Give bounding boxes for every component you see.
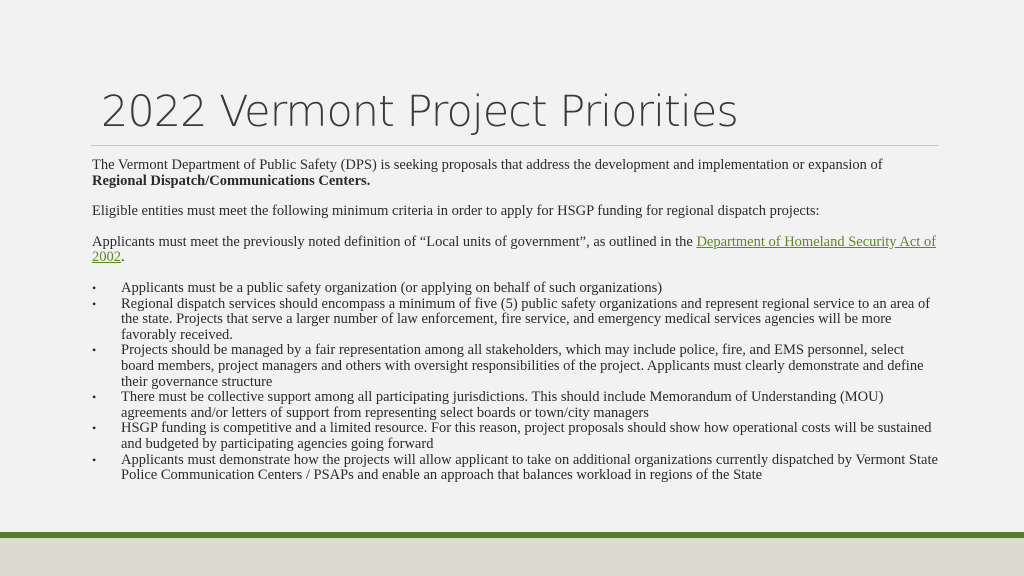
slide-body	[92, 158, 940, 484]
list-item	[92, 343, 940, 390]
definition-text: Applicants must meet the previously noted definition of “Local units of government”, as outlined in the	[92, 233, 697, 250]
list-item-text: Applicants must be a public safety organization (or applying on behalf of such organizations)	[121, 279, 663, 296]
intro-bold-text: Regional Dispatch/Communications Centers.	[92, 172, 371, 189]
list-item	[92, 390, 940, 421]
intro-text: The Vermont Department of Public Safety (DPS) is seeking proposals that address the development and implementation or expansion of	[92, 157, 883, 173]
slide-title: 2022 Vermont Project Priorities	[101, 87, 738, 137]
footer-band	[0, 538, 1024, 576]
list-item-text: Projects should be managed by a fair representation among all stakeholders, which may include police, fire, and EMS personnel, select board members, project managers and others with oversight responsibilities of the project. Applicants must clearly demonstrate and define their governance structure	[121, 342, 924, 390]
bullet-icon: •	[92, 280, 97, 295]
bullet-icon: •	[92, 421, 97, 436]
intro-paragraph	[92, 158, 940, 189]
bullet-icon: •	[92, 390, 97, 405]
list-item	[92, 297, 940, 344]
list-item	[92, 421, 940, 452]
bullet-icon: •	[92, 296, 97, 311]
list-item	[92, 453, 940, 484]
list-item	[92, 281, 940, 297]
definition-paragraph	[92, 235, 940, 266]
title-divider	[91, 145, 938, 146]
definition-end: .	[121, 249, 125, 266]
list-item-text: There must be collective support among all participating jurisdictions. This should include Memorandum of Understanding (MOU) agreements and/or letters of support from representing select boards or town/city managers	[121, 389, 884, 421]
list-item-text: Applicants must demonstrate how the projects will allow applicant to take on additional organizations currently dispatched by Vermont State Police Communication Centers / PSAPs and enable an approach that balances workload in regions of the State	[121, 451, 938, 484]
bullet-icon: •	[92, 343, 97, 358]
homeland-security-act-link[interactable]: Department of Homeland Security Act of 2002	[92, 233, 937, 266]
bullet-icon: •	[92, 452, 97, 467]
list-item-text: HSGP funding is competitive and a limited resource. For this reason, project proposals should show how operational costs will be sustained and budgeted by participating agencies going forward	[121, 420, 932, 452]
eligibility-paragraph: Eligible entities must meet the following minimum criteria in order to apply for HSGP funding for regional dispatch projects:	[92, 203, 820, 220]
criteria-list	[92, 281, 940, 484]
list-item-text: Regional dispatch services should encompass a minimum of five (5) public safety organizations and represent regional service to an area of the state. Projects that serve a larger number of law enforcement, fire service, and emergency medical services agencies will be more favorably received.	[121, 295, 931, 343]
